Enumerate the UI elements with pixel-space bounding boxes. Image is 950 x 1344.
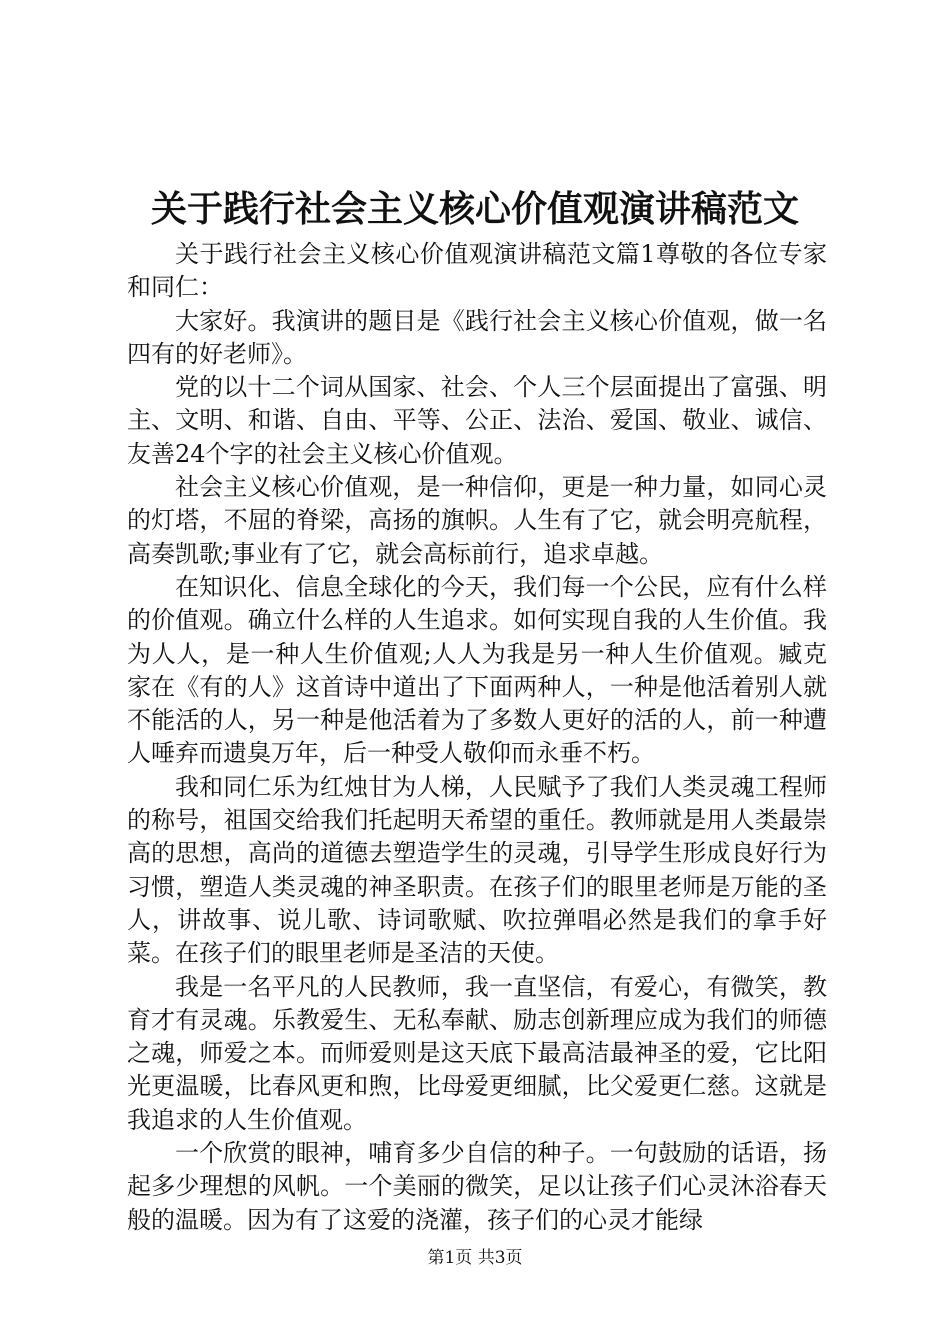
paragraph-8: 一个欣赏的眼神，哺育多少自信的种子。一句鼓励的话语，扬起多少理想的风帆。一个美丽的微笑，足以让孩子们心灵沐浴春天般的温暖。因为有了这爱的浇灌，孩子们的心灵才能绿 — [127, 1139, 827, 1234]
paragraph-1: 关于践行社会主义核心价值观演讲稿范文篇1尊敬的各位专家和同仁： — [127, 240, 827, 302]
page-number-footer: 第1页 共3页 — [427, 1248, 523, 1268]
document-title: 关于践行社会主义核心价值观演讲稿范文 — [150, 188, 799, 230]
paragraph-6: 我和同仁乐为红烛甘为人梯，人民赋予了我们人类灵魂工程师的称号，祖国交给我们托起明天希望的重任。教师就是用人类最崇高的思想，高尚的道德去塑造学生的灵魂，引导学生形成良好行为习惯，塑造人类灵魂的神圣职责。在孩子们的眼里老师是万能的圣人，讲故事、说儿歌、诗词歌赋、吹拉弹唱必然是我们的拿手好菜。在孩子们的眼里老师是圣洁的天使。 — [127, 772, 827, 968]
document-body — [127, 238, 827, 1237]
paragraph-2: 大家好。我演讲的题目是《践行社会主义核心价值观，做一名四有的好老师》。 — [127, 306, 827, 368]
paragraph-4: 社会主义核心价值观，是一种信仰，更是一种力量，如同心灵的灯塔，不屈的脊梁，高扬的旗帜。人生有了它，就会明亮航程，高奏凯歌;事业有了它，就会高标前行，追求卓越。 — [127, 473, 827, 568]
paragraph-3: 党的以十二个词从国家、社会、个人三个层面提出了富强、明主、文明、和谐、自由、平等、公正、法治、爱国、敬业、诚信、友善24个字的社会主义核心价值观。 — [127, 373, 827, 468]
paragraph-5: 在知识化、信息全球化的今天，我们每一个公民，应有什么样的价值观。确立什么样的人生追求。如何实现自我的人生价值。我为人人，是一种人生价值观;人人为我是另一种人生价值观。臧克家在《有的人》这首诗中道出了下面两种人，一种是他活着别人就不能活的人，另一种是他活着为了多数人更好的活的人，前一种遭人唾弃而遗臭万年，后一种受人敬仰而永垂不朽。 — [127, 572, 827, 768]
paragraph-7: 我是一名平凡的人民教师，我一直坚信，有爱心，有微笑，教育才有灵魂。乐教爱生、无私奉献、励志创新理应成为我们的师德之魂，师爱之本。而师爱则是这天底下最高洁最神圣的爱，它比阳光更温暖，比春风更和煦，比母爱更细腻，比父爱更仁慈。这就是我追求的人生价值观。 — [127, 972, 827, 1134]
